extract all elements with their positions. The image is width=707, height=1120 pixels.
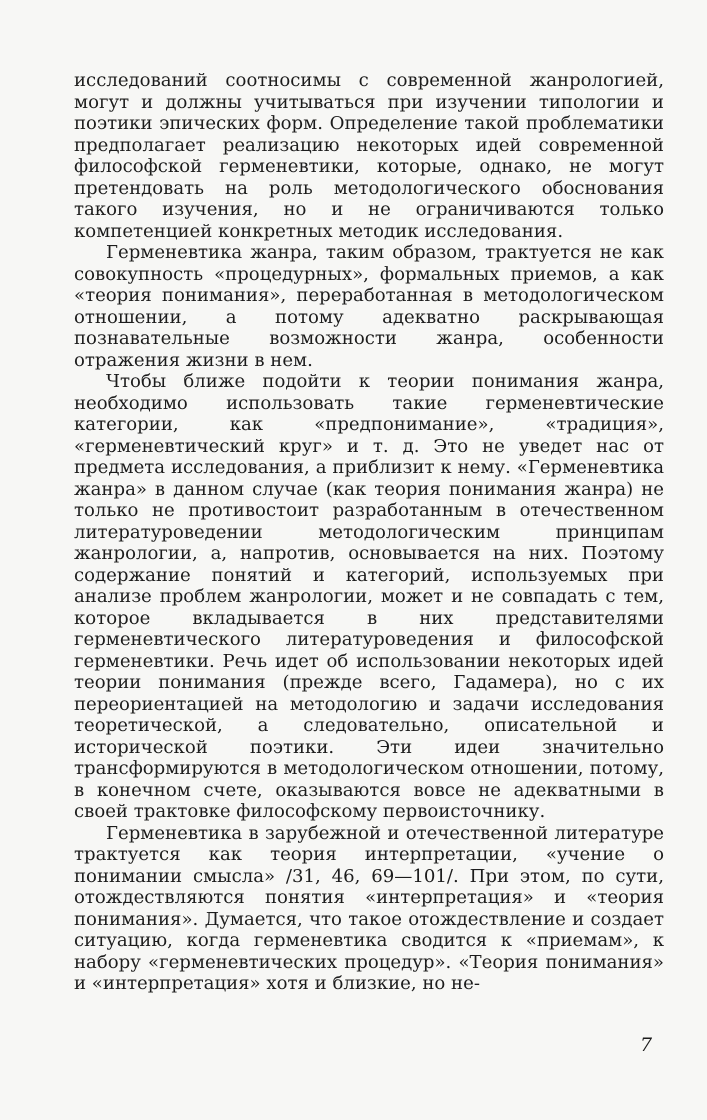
paragraph-interpretation: Герменевтика в зарубежной и отечественной литературе трактуется как теория интерпретации, «учение о понимании смысла» /31, 46, 69—101/. При этом, по сути, отождествляются понятия «интерпретация» и «теория понимания». Думается, что такое отождествление и создает ситуацию, когда герменевтика сводится к «приемам», к набору «герменевтических процедур». «Теория понимания» и «интерпретация» хотя и близкие, но не- xyxy=(74,822,664,994)
paragraph-theory-of-understanding: Чтобы ближе подойти к теории понимания жанра, необходимо использовать такие герменевтические категории, как «предпонимание», «традиция», «герменевтический круг» и т. д. Это не уведет нас от предмета исследования, а приблизит к нему. «Герменевтика жанра» в данном случае (как теория понимания жанра) не только не противостоит разработанным в отечественном литературоведении методологическим принципам жанрологии, а, напротив, основывается на них. Поэтому содержание понятий и категорий, используемых при анализе проблем жанрологии, может и не совпадать с тем, которое вкладывается в них представителями герменевтического литературоведения и философской герменевтики. Речь идет об использовании некоторых идей теории понимания (прежде всего, Гадамера), но с их переориентацией на методологию и задачи исследования теоретической, а следовательно, описательной и исторической поэтики. Эти идеи значительно трансформируются в методологическом отношении, потому, в конечном счете, оказываются вовсе не адекватными в своей трактовке философскому первоисточнику. xyxy=(74,371,664,822)
body-text xyxy=(74,70,664,995)
page-number: 7 xyxy=(640,1034,653,1056)
paragraph-continuation: исследований соотносимы с современной жанрологией, могут и должны учитываться при изучении типологии и поэтики эпических форм. Определение такой проблематики предполагает реализацию некоторых идей современной философской герменевтики, которые, однако, не могут претендовать на роль методологического обоснования такого изучения, но и не ограничиваются только компетенцией конкретных методик исследования. xyxy=(74,70,664,242)
paragraph-genre-hermeneutics: Герменевтика жанра, таким образом, трактуется не как совокупность «процедурных», формальных приемов, а как «теория понимания», переработанная в методологическом отношении, а потому адекватно раскрывающая познавательные возможности жанра, особенности отражения жизни в нем. xyxy=(74,242,664,371)
